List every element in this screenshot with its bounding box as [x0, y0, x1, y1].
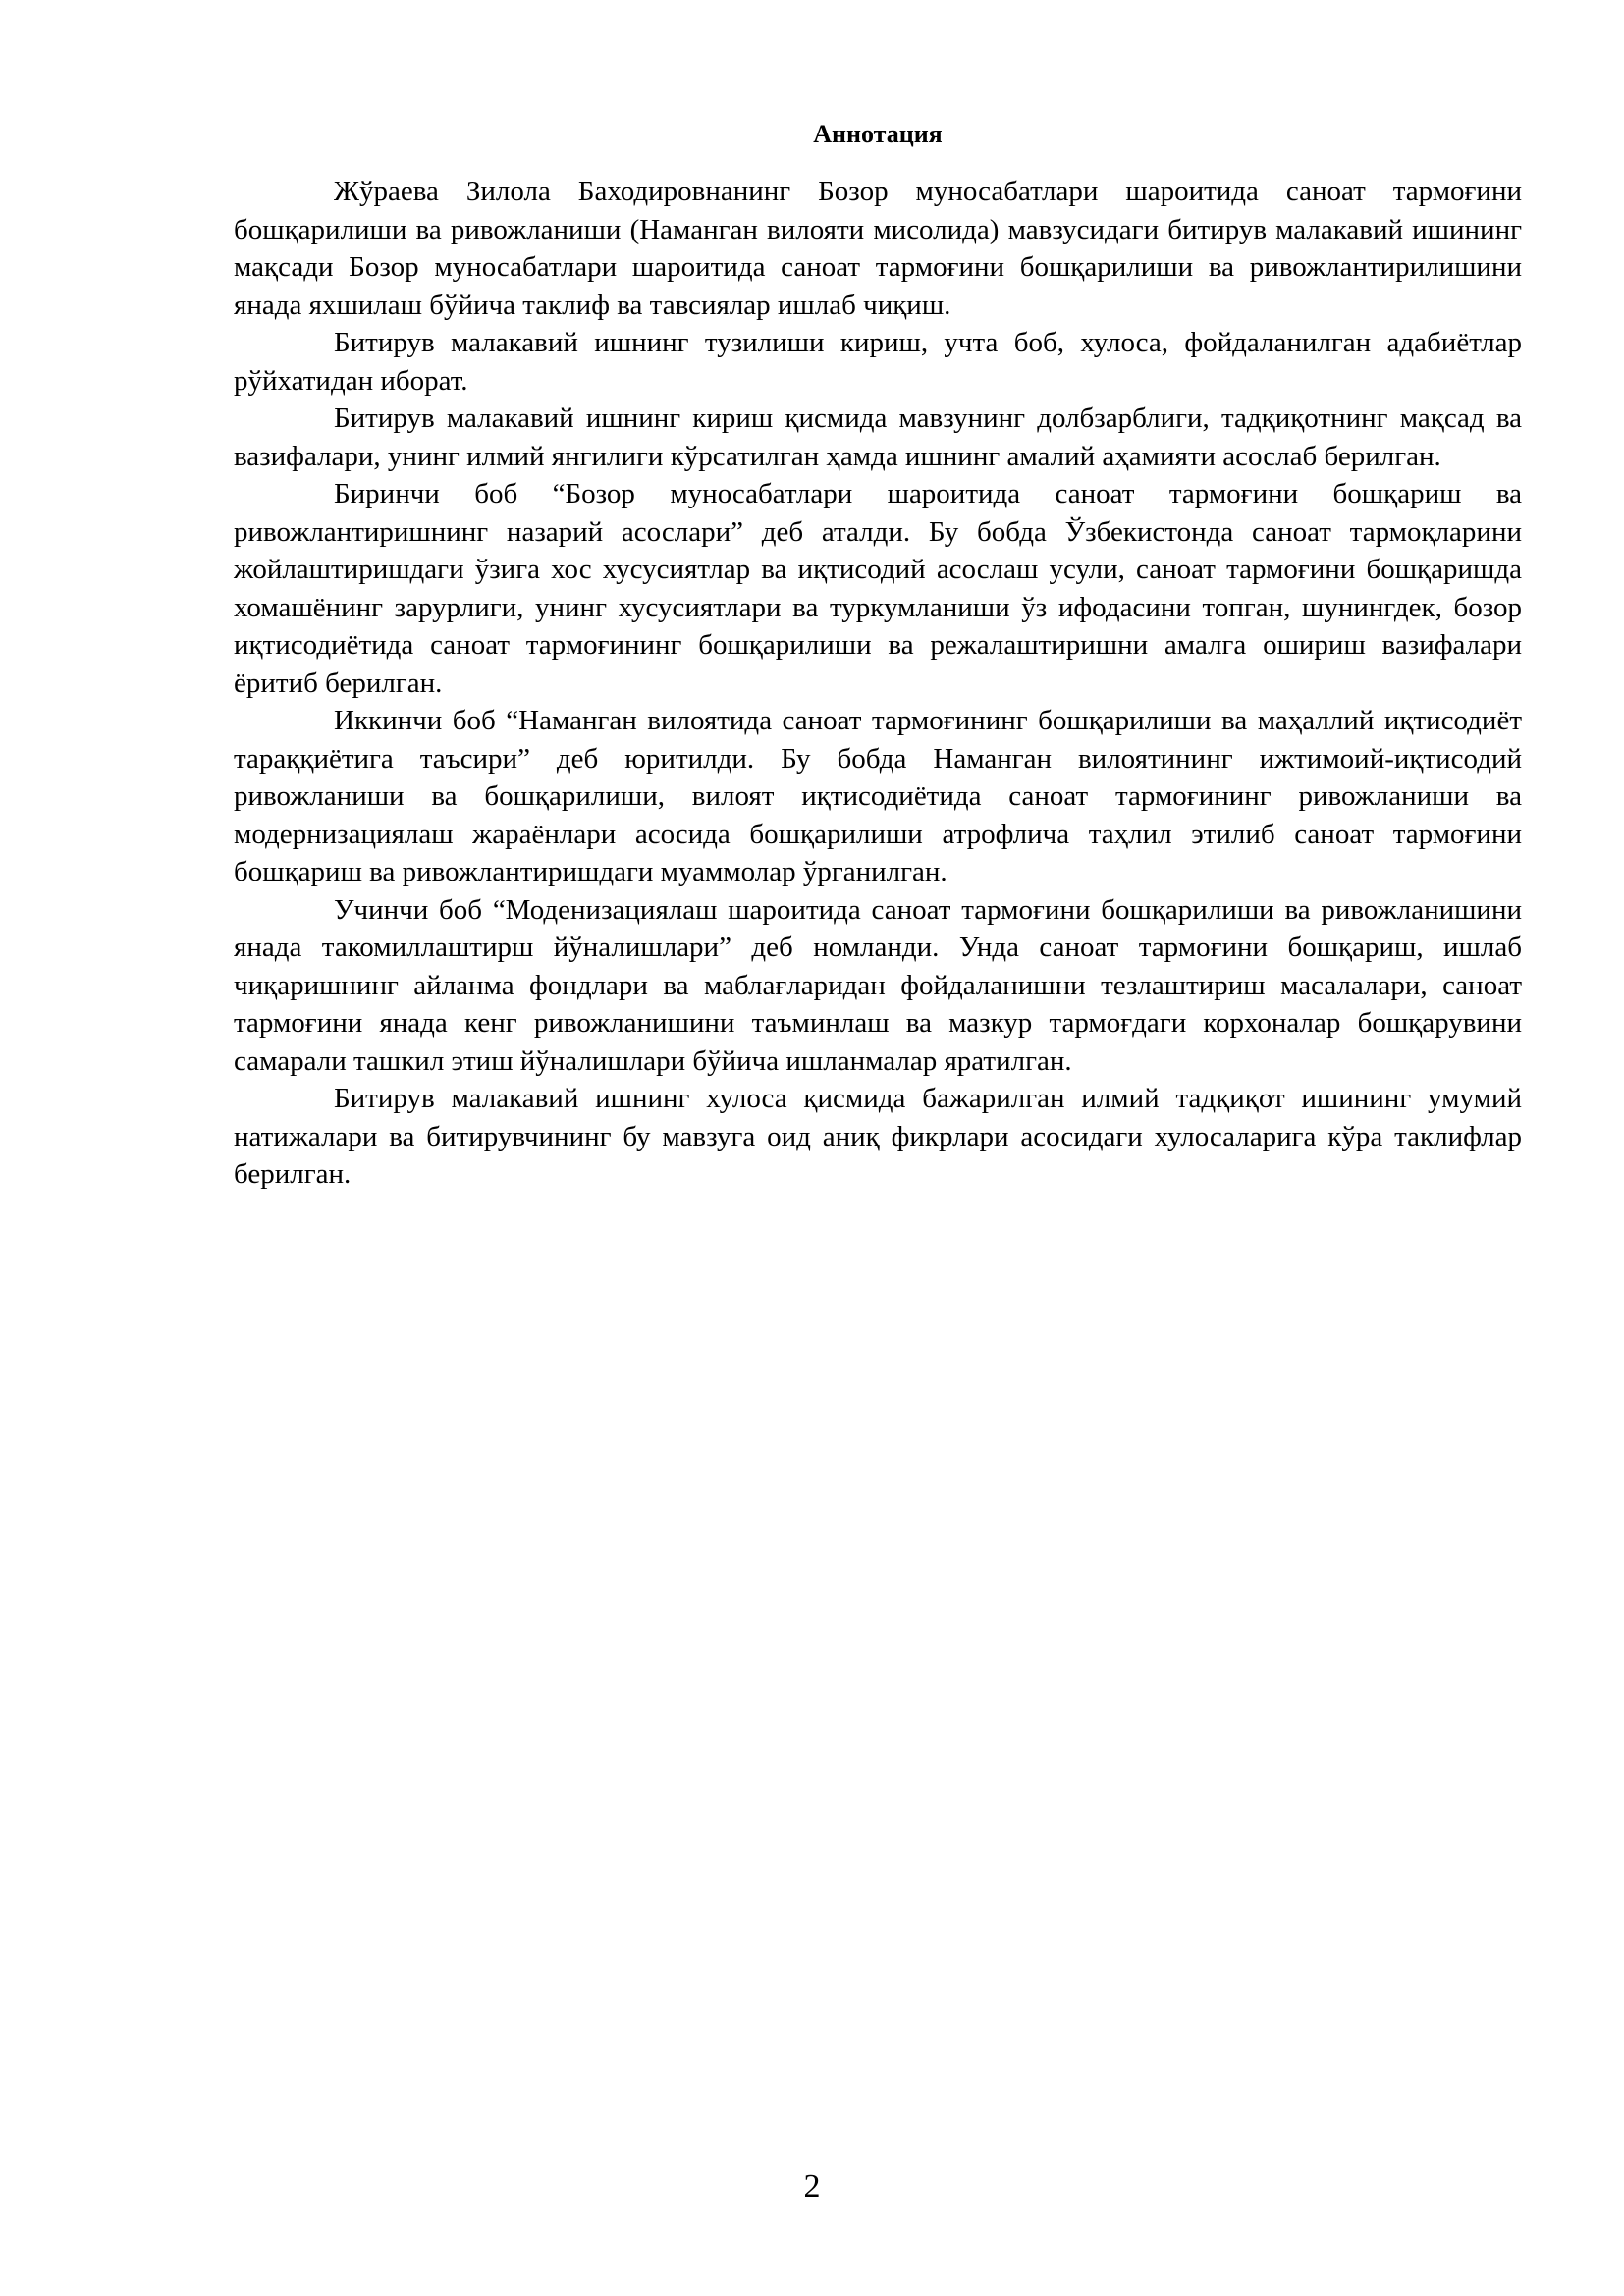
page-body: [234, 116, 1522, 1194]
paragraph-introduction: Битирув малакавий ишнинг кириш қисмида мавзунинг долбзарблиги, тадқиқотнинг мақсад ва вазифалари, унинг илмий янгилиги кўрсатилган ҳамда ишнинг амалий аҳамияти асослаб берилган.: [234, 402, 1522, 472]
paragraph-chapter-two: Иккинчи боб “Наманган вилоятида саноат тармоғининг бошқарилиши ва маҳаллий иқтисодиёт тараққиётига таъсири” деб юритилди. Бу бобда Наманган вилоятининг ижтимоий-иқтисодий ривожланиши ва бошқарилиши, вилоят иқтисодиётида саноат тармоғининг ривожланиши ва модернизациялаш жараёнлари асосида бошқарилиши атрофлича таҳлил этилиб саноат тармоғини бошқариш ва ривожлантиришдаги муаммолар ўрганилган.: [234, 705, 1522, 887]
paragraph-structure: Битирув малакавий ишнинг тузилиши кириш, учта боб, хулоса, фойдаланилган адабиётлар рўйхатидан иборат.: [234, 327, 1522, 397]
document-title: Аннотация: [813, 120, 943, 148]
paragraph-chapter-three: Учинчи боб “Моденизациялаш шароитида саноат тармоғини бошқарилиши ва ривожланишини янада такомиллаштирш йўналишлари” деб номланди. Унда саноат тармоғини бошқариш, ишлаб чиқаришнинг айланма фондлари ва маблағларидан фойдаланишни тезлаштириш масалалари, саноат тармоғини янада кенг ривожланишини таъминлаш ва мазкур тармоғдаги корхоналар бошқарувини самарали ташкил этиш йўналишлари бўйича ишланмалар яратилган.: [234, 893, 1522, 1077]
paragraph-author-goal: Жўраева Зилола Баходировнанинг Бозор муносабатлари шароитида саноат тармоғини бошқарилиши ва ривожланиши (Наманган вилояти мисолида) мавзусидаги битирув малакавий ишининг мақсади Бозор муносабатлари шароитида саноат тармоғини бошқарилиши ва ривожлантирилишини янада яхшилаш бўйича таклиф ва тавсиялар ишлаб чиқиш.: [234, 176, 1522, 321]
page-number: 2: [803, 2168, 821, 2205]
paragraph-conclusion: Битирув малакавий ишнинг хулоса қисмида бажарилган илмий тадқиқот ишининг умумий натижалари ва битирувчининг бу мавзуга оид аниқ фикрлари асосидаги хулосаларига кўра таклифлар берилган.: [234, 1083, 1522, 1190]
paragraph-chapter-one: Биринчи боб “Бозор муносабатлари шароитида саноат тармоғини бошқариш ва ривожлантиришнинг назарий асослари” деб аталди. Бу бобда Ўзбекистонда саноат тармоқларини жойлаштиришдаги ўзига хос хусусиятлар ва иқтисодий асослаш усули, саноат тармоғини бошқаришда хомашёнинг зарурлиги, унинг хусусиятлари ва туркумланиши ўз ифодасини топган, шунингдек, бозор иқтисодиётида саноат тармоғининг бошқарилиши ва режалаштиришни амалга ошириш вазифалари ёритиб берилган.: [234, 478, 1522, 699]
